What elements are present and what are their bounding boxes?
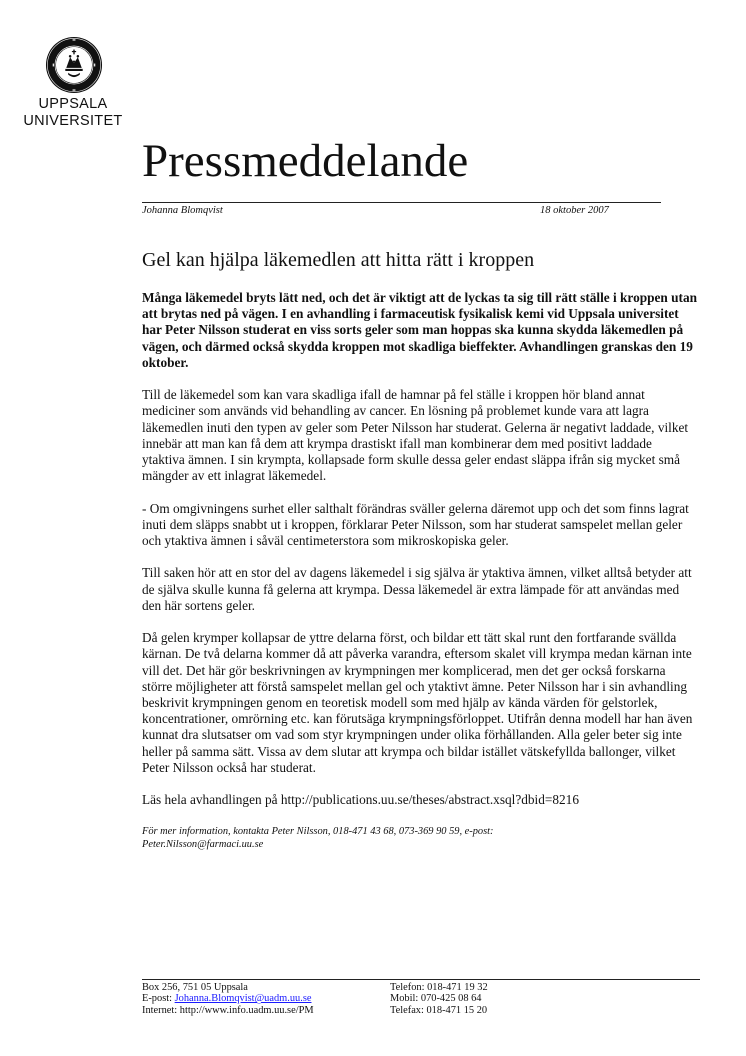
footer-left: [142, 982, 314, 1016]
lead-paragraph: Många läkemedel bryts lätt ned, och det är viktigt att de lyckas ta sig till rätt ställe i kroppen utan att brytas ned på vägen. I en avhandling i farmaceutisk fysikalisk kemi vid Uppsala universitet har Peter Nilsson studerat en viss sorts geler som man hoppas ska kunna skydda läkemedlen på vägen, och därmed också skydda kroppen mot skadliga bieffekter. Avhandlingen granskas den 19 oktober.: [142, 290, 698, 370]
university-seal-logo: [45, 36, 103, 94]
footer-email-link[interactable]: Johanna.Blomqvist@uadm.uu.se: [174, 993, 312, 1005]
contact-info: [142, 825, 698, 851]
footer-fax: Telefax: 018-471 15 20: [390, 1004, 488, 1016]
article-body: [142, 290, 698, 851]
footer-internet[interactable]: Internet: http://www.info.uadm.uu.se/PM: [142, 1004, 314, 1016]
article-headline: Gel kan hjälpa läkemedlen att hitta rätt i kroppen: [142, 249, 535, 271]
university-name-line-2: UNIVERSITET: [23, 113, 123, 129]
body-paragraph-2: - Om omgivningens surhet eller salthalt förändras sväller gelerna däremot upp och det som finns lagrat inuti dem släpps snabbt ut i kroppen, förklarar Peter Nilsson, som har studerat samspelet mellan geler och ytaktiva ämnen i såväl centimeterstora som mikroskopiska geler.: [142, 500, 689, 549]
body-paragraph-1: Till de läkemedel som kan vara skadliga ifall de hamnar på fel ställe i kroppen hör bland annat mediciner som används vid behandling av cancer. En lösning på problemet kunde vara att lagra läkemedlen inuti den typen av geler som Peter Nilsson har studerat. Gelerna är negativt laddade, vilket innebär att man kan få dem att krympa drastiskt ifall man kombinerar dem med positivt laddade ytaktiva ämnen. I sin krympta, kollapsade form skulle dessa geler endast släppa ifrån sig mycket små mängder av ett inlagrat läkemedel.: [142, 387, 689, 484]
footer-address: Box 256, 751 05 Uppsala: [142, 982, 248, 993]
footer-email-row: [142, 993, 314, 1004]
contact-line-1: För mer information, kontakta Peter Nilsson, 018-471 43 68, 073-369 90 59, e-post:: [142, 825, 494, 837]
page-title: Pressmeddelande: [142, 135, 469, 187]
header-divider: [142, 202, 661, 203]
body-paragraph-4: Då gelen krymper kollapsar de yttre delarna först, och bildar ett tätt skal runt den fortfarande svällda kärnan. De två delarna kommer då att påverka varandra, eftersom skalet vill krympa medan kärnan inte vill det. Det här gör beskrivningen av krympningen mer komplicerad, men det ger också forskarna större möjligheter att förstå samspelet mellan gel och ytaktivt ämne. Peter Nilsson har i sin avhandling beskrivit krympningen genom en teoretisk modell som med hjälp av kända värden för gelstorlek, koncentrationer, omrörning etc. kan förutsäga krympningsförloppet. Utifrån denna modell har han även kunnat dra slutsatser om vad som styr krympningen under olika förhållanden. Alla geler beter sig inte heller på samma sätt. Vissa av dem slutar att krympa och bildar istället vätskefyllda ballonger, vilket Peter Nilsson också har studerat.: [142, 630, 693, 775]
footer-right: [390, 982, 488, 1016]
footer-email-label: E-post:: [142, 993, 175, 1005]
contact-email[interactable]: Peter.Nilsson@farmaci.uu.se: [142, 838, 264, 850]
author-name: Johanna Blomqvist: [142, 205, 223, 216]
university-name: [0, 96, 146, 130]
footer-divider: [142, 979, 700, 980]
body-paragraph-3: Till saken hör att en stor del av dagens läkemedel i sig själva är ytaktiva ämnen, vilket alltså betyder att de själva skulle kunna få gelerna att krympa. Dessa läkemedel är extra lämpade för att användas med den här sortens geler.: [142, 565, 692, 613]
thesis-link-paragraph[interactable]: Läs hela avhandlingen på http://publications.uu.se/theses/abstract.xsql?dbid=8216: [142, 792, 579, 808]
footer-phone: Telefon: 018-471 19 32: [390, 982, 488, 993]
publication-date: 18 oktober 2007: [540, 205, 609, 216]
footer-mobile: Mobil: 070-425 08 64: [390, 993, 482, 1005]
university-name-line-1: UPPSALA: [38, 96, 108, 112]
